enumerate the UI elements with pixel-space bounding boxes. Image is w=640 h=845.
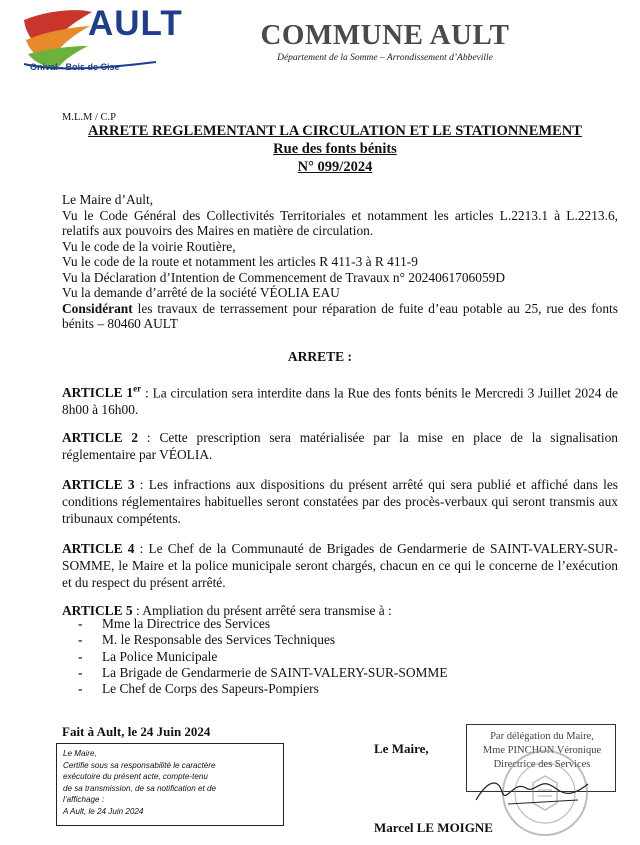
delegation-title: Directrice des Services <box>493 759 591 770</box>
list-item: - Mme la Directrice des Services <box>78 616 271 631</box>
article-4-label: ARTICLE 4 <box>62 541 135 556</box>
article-2-label: ARTICLE 2 <box>62 430 139 445</box>
cert-line: Le Maire, <box>63 749 97 758</box>
list-item: - M. le Responsable des Services Techniques <box>78 632 336 648</box>
list-item: - Le Chef de Corps des Sapeurs-Pompiers <box>78 681 319 697</box>
logo-word: AULT <box>88 4 183 43</box>
article-4-text: : Le Chef de la Communauté de Brigades de Gendarmerie de SAINT-VALERY-SUR-SOMME, le Maire et la police municipale seront chargés, chacun en ce qui le concerne de l’exécution et du respect du présent arrêté. <box>62 541 618 590</box>
signed-place-date: Fait à Ault, le 24 Juin 2024 <box>62 724 211 739</box>
article-3 <box>62 476 618 527</box>
certification-box <box>56 743 284 826</box>
article-1: ARTICLE 1er : La circulation sera interdite dans la Rue des fonts bénits le Mercredi 3 Juillet 2024 de 8h00 à 16h00. <box>62 384 619 418</box>
preamble-vu-dict: Vu la Déclaration d’Intention de Commencement de Travaux n° 2024061706059D <box>62 269 506 285</box>
reference: M.L.M / C.P <box>62 112 116 123</box>
preamble-mayor: Le Maire d’Ault, <box>62 192 154 207</box>
decree-title: ARRETE REGLEMENTANT LA CIRCULATION ET LE STATIONNEMENT <box>88 123 582 139</box>
cert-line: de sa transmission, de sa notification et de <box>63 783 216 793</box>
le-maire-label: Le Maire, <box>374 741 429 756</box>
article-5-label: ARTICLE 5 <box>62 603 133 618</box>
signature <box>468 770 598 810</box>
preamble-vu-voirie: Vu le code de la voirie Routière, <box>62 238 236 254</box>
article-5-text: : Ampliation du présent arrêté sera transmise à : <box>132 603 392 618</box>
considerant-label: Considérant <box>62 300 133 316</box>
cert-line: exécutoire du présent acte, compte-tenu <box>63 772 208 781</box>
arrete-heading: ARRETE : <box>287 349 353 364</box>
preamble-vu-route: Vu le code de la route et notamment les articles R 411-3 à R 411-9 <box>62 254 418 269</box>
article-2-text: : Cette prescription sera matérialisée par la mise en place de la signalisation réglementaire par VÉOLIA. <box>62 430 618 462</box>
list-item: - La Brigade de Gendarmerie de SAINT-VALERY-SUR-SOMME <box>78 664 448 680</box>
preamble-vu-demande: Vu la demande d’arrêté de la société VÉOLIA EAU <box>62 285 340 300</box>
list-item: - La Police Municipale <box>78 648 218 664</box>
article-1-label: ARTICLE 1er <box>62 384 142 401</box>
commune-title: COMMUNE AULT <box>260 19 510 51</box>
delegation-name: Mme PINCHON Véronique <box>482 745 602 756</box>
article-3-text: : Les infractions aux dispositions du présent arrêté qui sera publié et affiché dans les conditions réglementaires habituelles seront constatées par des procès-verbaux qui seront transmis aux tribunaux compétents. <box>62 477 619 526</box>
distribution-list <box>78 616 448 697</box>
article-3-label: ARTICLE 3 <box>62 477 135 492</box>
preamble <box>62 192 618 332</box>
decree-number: N° 099/2024 <box>297 159 373 175</box>
cert-line: Certifie sous sa responsabilité le caractère <box>63 760 216 770</box>
article-2 <box>62 429 618 463</box>
decree-street: Rue des fonts bénits <box>273 141 397 157</box>
cert-line: l’affichage : <box>63 795 104 804</box>
preamble-considerant <box>62 301 618 332</box>
delegation-line: Par délégation du Maire, <box>490 731 594 742</box>
mayor-name: Marcel LE MOIGNE <box>374 820 493 835</box>
considerant-text: les travaux de terrassement pour réparation de fuite d’eau potable au 25, rue des fonts bénits – 80460 AULT <box>62 300 618 331</box>
cert-line: A Ault, le 24 Juin 2024 <box>63 806 144 816</box>
article-1-text: La circulation sera interdite dans la Rue des fonts bénits le Mercredi 3 Juillet 2024 de 8h00 à 16h00. <box>62 385 619 418</box>
preamble-vu-cgct: Vu le Code Général des Collectivités Territoriales et notamment les articles L.2213.1 à L.2213.6, relatifs aux pouvoirs des Maires en matière de circulation. <box>62 207 618 238</box>
logo-subtitle: Onival - Bois de Cise <box>30 62 120 72</box>
article-4 <box>62 540 618 591</box>
department-line: Département de la Somme – Arrondissement d’Abbeville <box>277 53 493 63</box>
